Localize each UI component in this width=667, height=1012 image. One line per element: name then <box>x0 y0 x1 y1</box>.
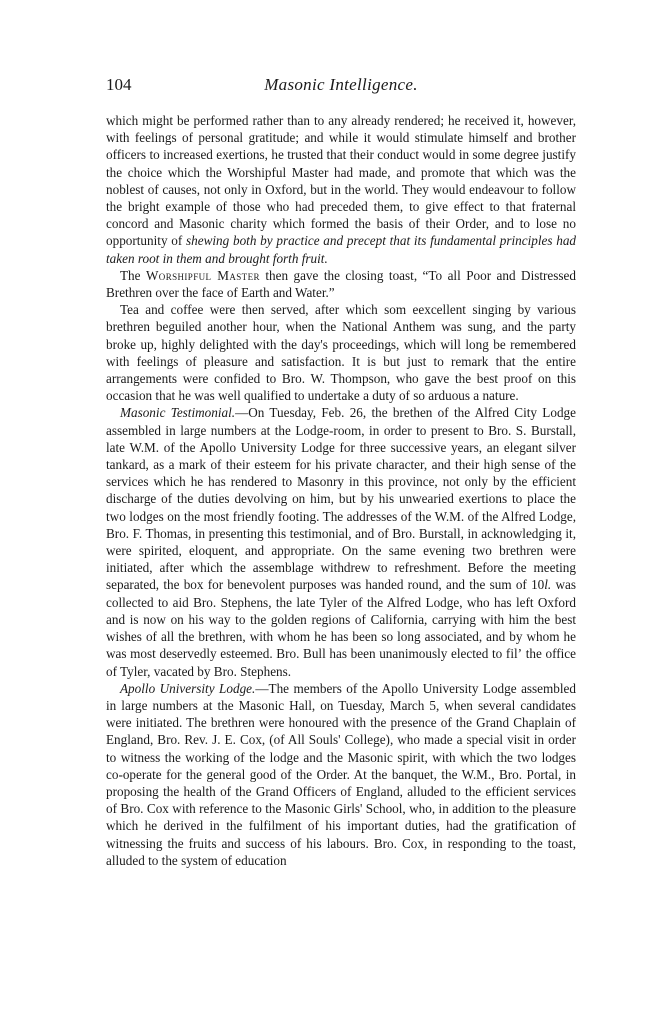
text-segment: Apollo University Lodge. <box>120 680 256 696</box>
page-header <box>106 75 576 99</box>
text-segment: Masonic Testimonial. <box>120 405 236 421</box>
article-body <box>106 112 576 869</box>
text-segment: which might be performed rather than to any already rendered; he received it, however, with feelings of personal gratitude; and while it would stimulate himself and brother officers to increased exertions, he trusted that their conduct would in some degree justify the choice which the Worshipful Master had made, and promote that which was the noblest of causes, not only in Oxford, but in the world. They would endeavour to follow the bright example of those who had preceded them, to give effect to that fraternal concord and Masonic charity which formed the basis of their Order, and to lose no opportunity of <box>106 113 576 249</box>
paragraph-p2 <box>106 267 576 301</box>
page-number: 104 <box>106 75 132 94</box>
text-segment: l. <box>544 577 552 593</box>
text-segment: —The members of the Apollo University Lodge assembled in large numbers at the Masonic Hall, on Tuesday, March 5, when several candidates were initiated. The brethren were honoured with the presence of the Grand Chaplain of England, Bro. Rev. J. E. Cox, (of All Souls' College), who made a special visit in order to witness the working of the lodge and the Masonic spirit, with which the two lodges co-operate for the general good of the Order. At the banquet, the W.M., Bro. Portal, in proposing the health of the Grand Officers of England, alluded to the efficient services of Bro. Cox with reference to the Masonic Girls' School, who, in addition to the pleasure which he derived in the fulfilment of his important duties, had the gratification of witnessing the fruits and success of his labours. Bro. Cox, in responding to the toast, alluded to the system of education <box>106 680 576 868</box>
text-segment: —On Tuesday, Feb. 26, the brethen of the Alfred City Lodge assembled in large numbers at the Lodge-room, in order to present to Bro. S. Burstall, late W.M. of the Apollo University Lodge for three successive years, an elegant silver tankard, as a mark of their esteem for his private character, and their high sense of the services which he has rendered to Masonry in this province, not only by the efficient discharge of the duties devolving on him, but by his unwearied exertions to place the two lodges on the most friendly footing. The addresses of the W.M. of the Alfred Lodge, Bro. F. Thomas, in presenting this testimonial, and of Bro. Burstall, in acknowledging it, were spirited, eloquent, and appropriate. On the same evening two brethren were initiated, after which the assemblage withdrew to refreshment. Before the meeting separated, the box for benevolent purposes was handed round, and the sum of 10 <box>106 405 576 593</box>
paragraph-p3 <box>106 301 576 404</box>
text-segment: Tea and coffee were then served, after which som eexcellent singing by various brethren beguiled another hour, when the National Anthem was sung, and the party broke up, highly delighted with the day's proceedings, which will long be remembered with feelings of pleasure and satisfaction. It is but just to remark that the entire arrangements were confided to Bro. W. Thompson, who gave the best proof on this occasion that he was well qualified to undertake a duty of so arduous a nature. <box>106 302 576 404</box>
text-segment: was collected to aid Bro. Stephens, the late Tyler of the Alfred Lodge, who has left Oxford and is now on his way to the golden regions of California, carrying with him the best wishes of all the brethren, with whom he has been so long associated, and by whom he was most deservedly esteemed. Bro. Bull has been unanimously elected to filʼ the office of Tyler, vacated by Bro. Stephens. <box>106 577 576 679</box>
paragraph-p4 <box>106 404 576 679</box>
text-segment: Worshipful Master <box>145 267 260 283</box>
text-segment: The <box>120 267 146 283</box>
paragraph-p1 <box>106 112 576 267</box>
paragraph-p5 <box>106 680 576 869</box>
running-title: Masonic Intelligence. <box>264 75 418 94</box>
text-segment: shewing both by practice and precept that its fundamental principles had taken root in them and brought forth fruit. <box>106 233 577 266</box>
text-segment: then gave the closing toast, “To all Poor and Distressed Brethren over the face of Earth and Water.” <box>106 267 576 301</box>
